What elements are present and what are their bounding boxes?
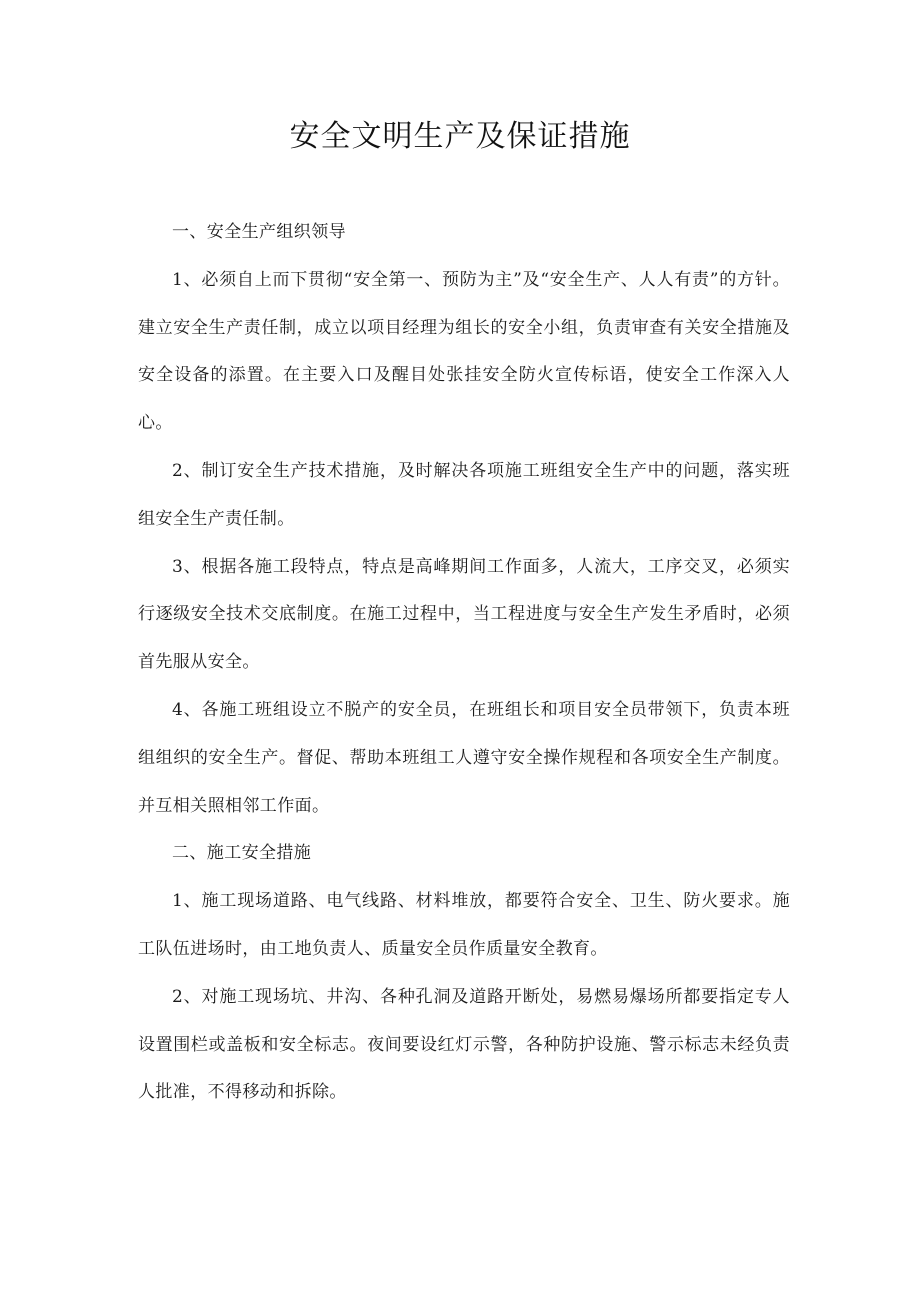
section-heading: 一、安全生产组织领导 bbox=[172, 222, 346, 242]
paragraph: 1、施工现场道路、电气线路、材料堆放，都要符合安全、卫生、防火要求。施工队伍进场时，由工地负责人、质量安全员作质量安全教育。 bbox=[138, 891, 790, 959]
paragraph: 2、制订安全生产技术措施，及时解决各项施工班组安全生产中的问题，落实班组安全生产责任制。 bbox=[138, 460, 790, 529]
paragraph: 2、对施工现场坑、井沟、各种孔洞及道路开断处，易燃易爆场所都要指定专人设置围栏或盖板和安全标志。夜间要设红灯示警，各种防护设施、警示标志未经负责人批准，不得移动和拆除。 bbox=[138, 986, 790, 1103]
section-heading: 二、施工安全措施 bbox=[172, 843, 312, 864]
paragraph: 4、各施工班组设立不脱产的安全员，在班组长和项目安全员带领下，负责本班组组织的安全生产。督促、帮助本班组工人遵守安全操作规程和各项安全生产制度。并互相关照相邻工作面。 bbox=[138, 699, 790, 816]
document-title: 安全文明生产及保证措施 bbox=[289, 119, 631, 154]
document-body bbox=[138, 209, 790, 1117]
paragraph: 1、必须自上而下贯彻“安全第一、预防为主”及“安全生产、人人有责”的方针。建立安全生产责任制，成立以项目经理为组长的安全小组，负责审查有关安全措施及安全设备的添置。在主要入口及醒目处张挂安全防火宣传标语，使安全工作深入人心。 bbox=[138, 269, 790, 434]
paragraph: 3、根据各施工段特点，特点是高峰期间工作面多，人流大，工序交叉，必须实行逐级安全技术交底制度。在施工过程中，当工程进度与安全生产发生矛盾时，必须首先服从安全。 bbox=[138, 556, 790, 673]
